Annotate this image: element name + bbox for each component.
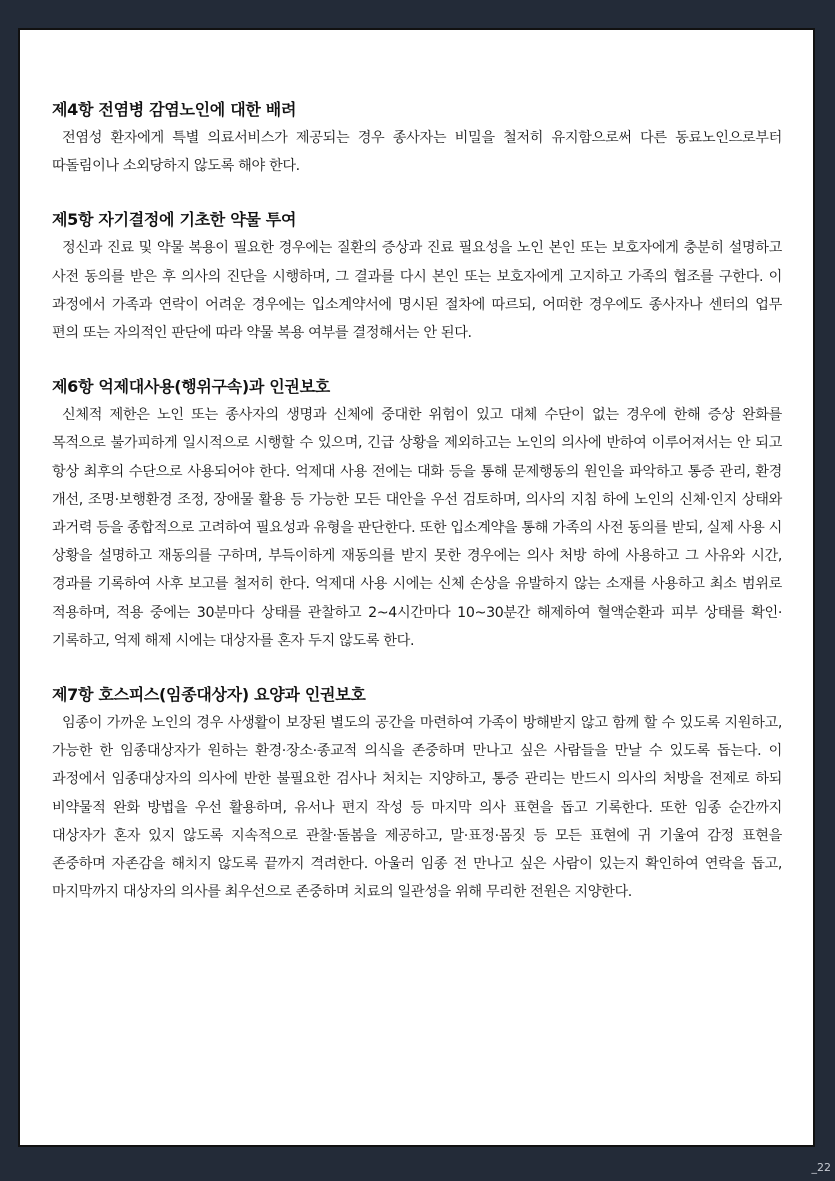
- section-title: 제4항 전염병 감염노인에 대한 배려: [52, 100, 297, 119]
- document-page: [18, 28, 815, 1147]
- section-6: [52, 373, 782, 655]
- section-title: 제5항 자기결정에 기초한 약물 투여: [52, 210, 297, 230]
- section-7: [52, 681, 782, 906]
- section-title: 제7항 호스피스(임종대상자) 요양과 인권보호: [52, 685, 366, 705]
- section-5: [52, 206, 782, 347]
- section-body: 정신과 진료 및 약물 복용이 필요한 경우에는 질환의 증상과 진료 필요성을 노인 본인 또는 보호자에게 충분히 설명하고 사전 동의를 받은 후 의사의 진단을 시행하며, 그 결과를 다시 본인 또는 보호자에게 고지하고 가족의 협조를 구한다. 이 과정에서 가족과 연락이 어려운 경우에는 입소계약서에 명시된 절차에 따르되, 어떠한 경우에도 종사자나 센터의 업무 편의 또는 자의적인 판단에 따라 약물 복용 여부를 결정해서는 안 된다.: [52, 240, 782, 342]
- section-4: [52, 96, 782, 180]
- section-body: 전염성 환자에게 특별 의료서비스가 제공되는 경우 종사자는 비밀을 철저히 유지함으로써 다른 동료노인으로부터 따돌림이나 소외당하지 않도록 해야 한다.: [52, 130, 782, 175]
- section-body: 신체적 제한은 노인 또는 종사자의 생명과 신체에 중대한 위험이 있고 대체 수단이 없는 경우에 한해 증상 완화를 목적으로 불가피하게 일시적으로 시행할 수 있으며, 긴급 상황을 제외하고는 노인의 의사에 반하여 이루어져서는 안 되고 항상 최후의 수단으로 사용되어야 한다. 억제대 사용 전에는 대화 등을 통해 문제행동의 원인을 파악하고 통증 관리, 환경 개선, 조명·보행환경 조정, 장애물 활용 등 가능한 모든 대안을 우선 검토하며, 의사의 지침 하에 노인의 신체·인지 상태와 과거력 등을 종합적으로 고려하여 필요성과 유형을 판단한다. 또한 입소계약을 통해 가족의 사전 동의를 받되, 실제 사용 시 상황을 설명하고 재동의를 구하며, 부득이하게 재동의를 받지 못한 경우에는 의사 처방 하에 사용하고 그 사유와 시간, 경과를 기록하여 사후 보고를 철저히 한다. 억제대 사용 시에는 신체 손상을 유발하지 않는 소재를 사용하고 최소 범위로 적용하며, 적용 중에는 30분마다 상태를 관찰하고 2~4시간마다 10~30분간 해제하여 혈액순환과 피부 상태를 확인·기록하고, 억제 해제 시에는 대상자를 혼자 두지 않도록 한다.: [52, 407, 782, 649]
- section-body: 임종이 가까운 노인의 경우 사생활이 보장된 별도의 공간을 마련하여 가족이 방해받지 않고 함께 할 수 있도록 지원하고, 가능한 한 임종대상자가 원하는 환경·장소·종교적 의식을 존중하며 만나고 싶은 사람들을 만날 수 있도록 돕는다. 이 과정에서 임종대상자의 의사에 반한 불필요한 검사나 처치는 지양하고, 통증 관리는 반드시 의사의 처방을 전제로 하되 비약물적 완화 방법을 우선 활용하며, 유서나 편지 작성 등 마지막 의사 표현을 돕고 기록한다. 또한 임종 순간까지 대상자가 혼자 있지 않도록 지속적으로 관찰·돌봄을 제공하고, 말·표정·몸짓 등 모든 표현에 귀 기울여 감정 표현을 존중하며 자존감을 해치지 않도록 끝까지 격려한다. 아울러 임종 전 만나고 싶은 사람이 있는지 확인하여 연락을 돕고, 마지막까지 대상자의 의사를 최우선으로 존중하며 치료의 일관성을 위해 무리한 전원은 지양한다.: [52, 715, 782, 901]
- document-content: [52, 96, 782, 932]
- page-number: _22: [811, 1161, 831, 1174]
- section-title: 제6항 억제대사용(행위구속)과 인권보호: [52, 377, 330, 397]
